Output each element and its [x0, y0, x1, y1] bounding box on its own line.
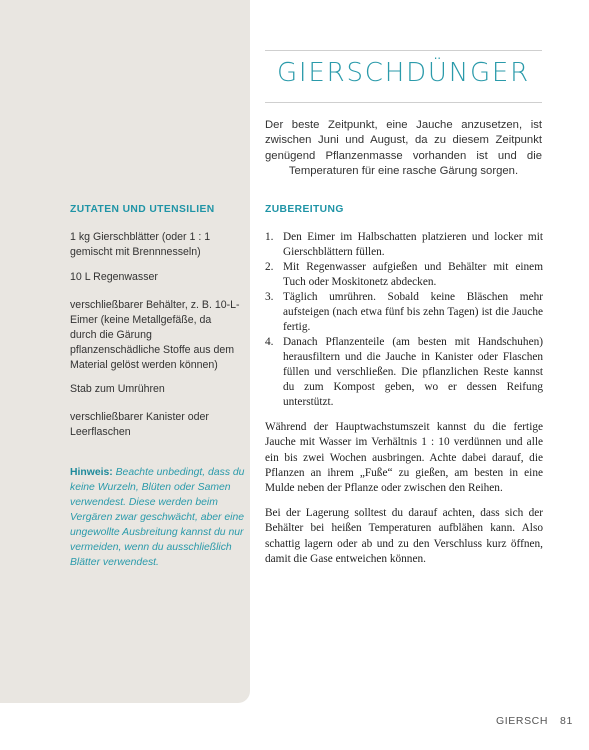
hint-text: Beachte unbedingt, dass du keine Wurzeln, Blüten oder Samen verwendest. Diese werden beim Vergären zwar geschwächt, aber eine ungewollte Ausbreitung kannst du nur vermeiden, wenn du ausschließlich Blätter verwendest.	[70, 467, 245, 568]
page-title: GIERSCHDÜNGER	[276, 58, 531, 88]
title-rule-bottom	[265, 102, 542, 103]
step-item: 3. Täglich umrühren. Sobald keine Bläschen mehr aufsteigen (nach etwa fünf bis zehn Tagen) ist die Jauche fertig.	[265, 291, 543, 333]
storage-paragraph: Bei der Lagerung solltest du darauf achten, dass sich der Behälter bei heißen Temperaturen aufblähen kann. Also schattig lagern oder ab und zu den Verschluss kurz öffnen, damit die Gase entweichen können.	[265, 507, 543, 565]
ingredient-item: 10 L Regenwasser	[70, 271, 158, 283]
step-item: 2. Mit Regenwasser aufgießen und Behälter mit einem Tuch oder Moskitonetz abdecken.	[265, 261, 543, 288]
step-item: 1. Den Eimer im Halbschatten platzieren und locker mit Gierschblättern füllen.	[265, 231, 543, 258]
ingredient-item: verschließbarer Behälter, z. B. 10-L-Eimer (keine Metallgefäße, da durch die Gärung pflanzenschädliche Stoffe aus dem Material gelöst werden können)	[70, 299, 240, 371]
ingredient-item: Stab zum Umrühren	[70, 383, 165, 395]
intro-text: Der beste Zeitpunkt, eine Jauche anzusetzen, ist zwischen Juni und August, da zu diesem Zeitpunkt genügend Pflanzenmasse vorhanden ist und die Temperaturen für eine rasche Gärung sorgen.	[265, 119, 542, 177]
step-item: 4. Danach Pflanzenteile (am besten mit Handschuhen) herausfiltern und die Jauche in Kanister oder Flaschen füllen und verschließen. Die pflanzlichen Reste kannst du zum Kompost geben, wo er dessen Reifung unterstützt.	[265, 336, 543, 408]
preparation-heading: ZUBEREITUNG	[265, 204, 344, 215]
footer-section: GIERSCH	[496, 715, 549, 727]
title-rule-top	[265, 50, 542, 51]
ingredient-item: verschließbarer Kanister oder Leerflaschen	[70, 411, 209, 438]
ingredients-heading: ZUTATEN UND UTENSILIEN	[70, 204, 215, 215]
usage-paragraph: Während der Hauptwachstumszeit kannst du die fertige Jauche mit Wasser im Verhältnis 1 : 10 verdünnen und alle ein bis zwei Wochen ausbringen. Achte dabei darauf, die Pflanzen an ihrem „Fuße“ zu gießen, am besten in eine Mulde neben der Pflanze oder zwischen den Reihen.	[265, 421, 543, 495]
hint-box	[70, 465, 245, 570]
preparation-steps	[265, 230, 543, 410]
hint-label: Hinweis:	[70, 467, 113, 478]
page-number: 81	[560, 715, 573, 727]
ingredient-item: 1 kg Gierschblätter (oder 1 : 1 gemischt mit Brennnesseln)	[70, 231, 211, 258]
